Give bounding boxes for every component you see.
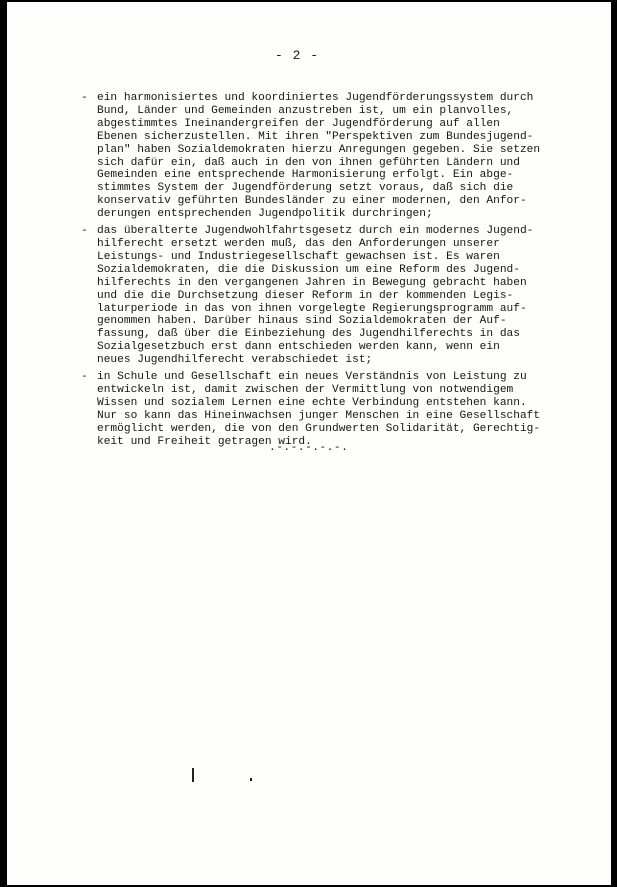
text-line: plan" haben Sozialdemokraten hierzu Anregungen gegeben. Sie setzen bbox=[97, 143, 541, 156]
text-line: neues Jugendhilferecht verabschiedet ist; bbox=[97, 354, 373, 367]
text-line: Leistungs- und Industriegesellschaft gewachsen ist. Es waren bbox=[97, 250, 500, 263]
text-line: Sozialdemokraten, die die Diskussion um eine Reform des Jugend- bbox=[97, 263, 520, 276]
bullet-dash: - bbox=[81, 92, 88, 104]
bullet-dash: - bbox=[81, 225, 88, 238]
text-line: konservativ geführten Bundesländer zu einer modernen, den Anfor- bbox=[97, 195, 527, 208]
text-line: entwickeln ist, damit zwischen der Vermittlung von notwendigem bbox=[97, 383, 514, 396]
text-line: hilferecht ersetzt werden muß, das den Anforderungen unserer bbox=[97, 237, 500, 250]
bullet-dash: - bbox=[81, 371, 88, 384]
end-mark: .-.-.-.-.-. bbox=[269, 442, 349, 454]
text-line: Nur so kann das Hineinwachsen junger Menschen in eine Gesellschaft bbox=[97, 409, 541, 422]
text-line: in Schule und Gesellschaft ein neues Verständnis von Leistung zu bbox=[97, 371, 527, 384]
text-line: laturperiode in das von ihnen vorgelegte Regierungsprogramm auf- bbox=[97, 302, 527, 315]
scan-speck bbox=[250, 778, 252, 781]
text-line: das überalterte Jugendwohlfahrtsgesetz durch ein modernes Jugend- bbox=[97, 225, 534, 238]
text-line: sich dafür ein, daß auch in den von ihnen geführten Ländern und bbox=[97, 156, 520, 169]
text-line: stimmtes System der Jugendförderung setzt voraus, daß sich die bbox=[97, 182, 514, 195]
text-line: Bund, Länder und Gemeinden anzustreben ist, um ein planvolles, bbox=[97, 104, 514, 117]
body-text bbox=[81, 92, 581, 452]
text-line: hilferechts in den vergangenen Jahren in Bewegung gebracht haben bbox=[97, 276, 527, 289]
text-line: keit und Freiheit getragen wird. bbox=[97, 435, 312, 448]
text-line: derungen entsprechenden Jugendpolitik durchringen; bbox=[97, 208, 433, 221]
text-line: genommen haben. Darüber hinaus sind Sozialdemokraten der Auf- bbox=[97, 315, 507, 328]
text-line: ein harmonisiertes und koordiniertes Jugendförderungssystem durch bbox=[97, 92, 534, 104]
text-line: ermöglicht werden, die von den Grundwerten Solidarität, Gerechtig- bbox=[97, 422, 541, 435]
text-line: abgestimmtes Ineinandergreifen der Jugendförderung auf allen bbox=[97, 117, 500, 130]
text-line: und die die Durchsetzung dieser Reform in der kommenden Legis- bbox=[97, 289, 514, 302]
list-item bbox=[81, 92, 581, 221]
text-line: Sozialgesetzbuch erst dann entschieden werden kann, wenn ein bbox=[97, 341, 500, 354]
page-number: - 2 - bbox=[275, 48, 320, 63]
text-line: fassung, daß über die Einbeziehung des Jugendhilferechts in das bbox=[97, 328, 520, 341]
text-line: Gemeinden eine entsprechende Harmonisierung erfolgt. Ein abge- bbox=[97, 169, 514, 182]
list-item bbox=[81, 225, 581, 367]
text-line: Wissen und sozialem Lernen eine echte Verbindung entstehen kann. bbox=[97, 396, 527, 409]
text-line: Ebenen sicherzustellen. Mit ihren "Perspektiven zum Bundesjugend- bbox=[97, 130, 534, 143]
scan-speck bbox=[192, 768, 194, 782]
list-item bbox=[81, 371, 581, 448]
